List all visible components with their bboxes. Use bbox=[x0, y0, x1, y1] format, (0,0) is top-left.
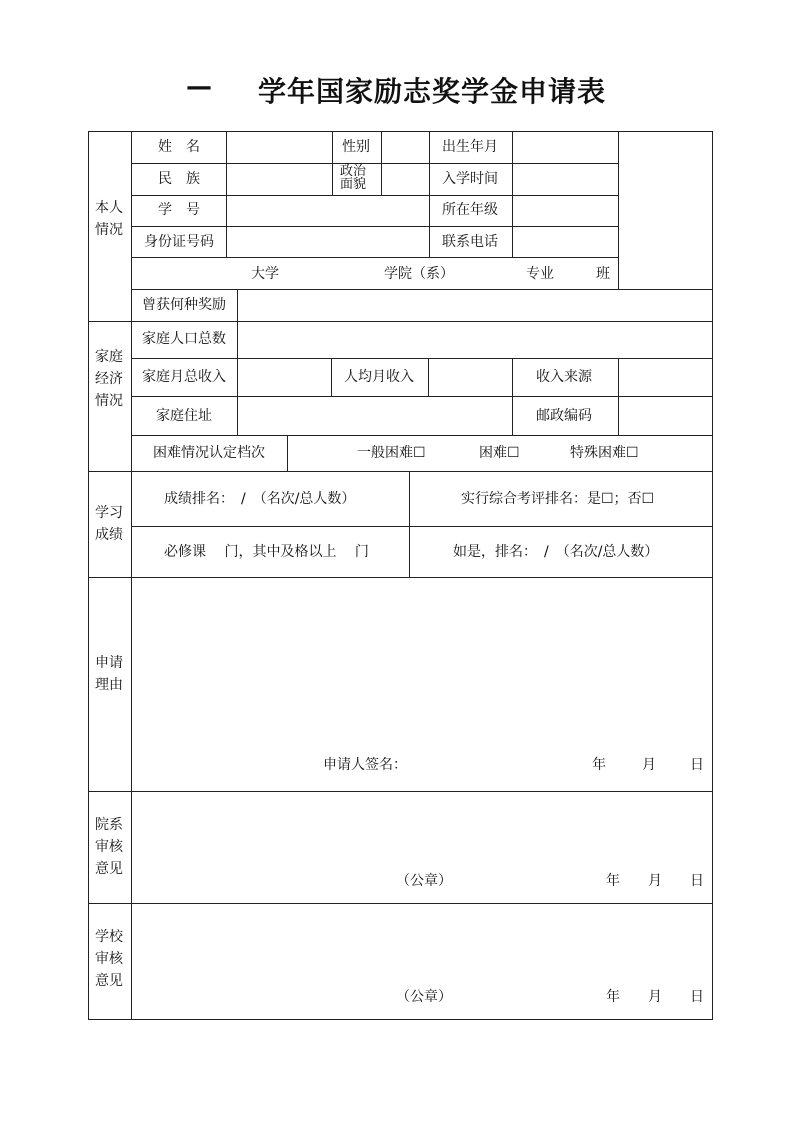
department-year-label: 年 bbox=[606, 873, 620, 889]
awards-field[interactable] bbox=[238, 290, 711, 320]
department-day-label: 日 bbox=[690, 873, 704, 889]
population-label: 家庭人口总数 bbox=[142, 331, 226, 347]
school-day-label: 日 bbox=[690, 989, 704, 1005]
school-seal-label: （公章） bbox=[396, 989, 452, 1005]
political-field[interactable] bbox=[382, 164, 428, 194]
birth-field[interactable] bbox=[513, 132, 617, 162]
required-courses-text: 必修课 门，其中及格以上 门 bbox=[164, 544, 369, 560]
applicant-signature-label: 申请人签名： bbox=[323, 757, 407, 773]
comprehensive-text[interactable]: 实行综合考评排名：是☐；否☐ bbox=[461, 491, 655, 507]
form-title bbox=[0, 72, 800, 116]
income-source-field[interactable] bbox=[619, 359, 711, 395]
reason-year-label: 年 bbox=[592, 757, 606, 773]
class-label: 班 bbox=[596, 266, 610, 282]
population-field[interactable] bbox=[238, 322, 711, 357]
address-label: 家庭住址 bbox=[156, 408, 212, 424]
college-label: 学院（系） bbox=[384, 266, 454, 282]
political-label: 政治面貌 bbox=[339, 164, 366, 192]
student-id-label: 学 号 bbox=[158, 202, 200, 218]
id-card-field[interactable] bbox=[227, 227, 428, 256]
if-yes-ranking-text: 如是，排名： / （名次/总人数） bbox=[453, 544, 659, 560]
ethnicity-label: 民 族 bbox=[158, 171, 200, 187]
name-label: 姓 名 bbox=[158, 139, 200, 155]
reason-section-label: 申请理由 bbox=[95, 655, 123, 693]
enroll-label: 入学时间 bbox=[442, 171, 498, 187]
department-opinion-field[interactable] bbox=[132, 792, 711, 862]
income-source-label: 收入来源 bbox=[536, 369, 592, 385]
department-month-label: 月 bbox=[648, 873, 662, 889]
ranking-text: 成绩排名： / （名次/总人数） bbox=[164, 491, 356, 507]
grade-field[interactable] bbox=[513, 196, 617, 225]
postcode-field[interactable] bbox=[619, 397, 711, 434]
family-section-label: 家庭经济情况 bbox=[95, 349, 123, 409]
grade-label: 所在年级 bbox=[442, 202, 498, 218]
school-year-label: 年 bbox=[606, 989, 620, 1005]
postcode-label: 邮政编码 bbox=[536, 408, 592, 424]
personal-section-label: 本人情况 bbox=[95, 200, 123, 238]
birth-label: 出生年月 bbox=[442, 139, 498, 155]
monthly-income-label: 家庭月总收入 bbox=[142, 369, 226, 385]
academic-section-label: 学习成绩 bbox=[95, 505, 123, 543]
monthly-income-field[interactable] bbox=[238, 359, 330, 395]
gender-field[interactable] bbox=[382, 132, 428, 162]
university-label: 大学 bbox=[251, 266, 279, 282]
reason-month-label: 月 bbox=[642, 757, 656, 773]
enroll-field[interactable] bbox=[513, 164, 617, 194]
department-section-label: 院系审核意见 bbox=[95, 817, 123, 877]
department-seal-label: （公章） bbox=[396, 873, 452, 889]
address-field[interactable] bbox=[238, 397, 511, 434]
id-card-label: 身份证号码 bbox=[144, 234, 214, 250]
major-label: 专业 bbox=[526, 266, 554, 282]
title-text: 学年国家励志奖学金申请表 bbox=[258, 75, 607, 108]
per-capita-label: 人均月收入 bbox=[344, 369, 414, 385]
name-field[interactable] bbox=[227, 132, 331, 162]
phone-field[interactable] bbox=[513, 227, 617, 256]
awards-label: 曾获何种奖励 bbox=[142, 297, 226, 313]
student-id-field[interactable] bbox=[227, 196, 428, 225]
ethnicity-field[interactable] bbox=[227, 164, 331, 194]
reason-day-label: 日 bbox=[690, 757, 704, 773]
gender-label: 性别 bbox=[342, 139, 370, 155]
phone-label: 联系电话 bbox=[442, 234, 498, 250]
difficulty-label: 困难情况认定档次 bbox=[153, 445, 265, 461]
option-special-checkbox[interactable]: 特殊困难☐ bbox=[570, 445, 639, 461]
school-section-label: 学校审核意见 bbox=[95, 929, 123, 989]
option-difficult-checkbox[interactable]: 困难☐ bbox=[479, 445, 520, 461]
title-dash: — bbox=[186, 72, 212, 102]
school-opinion-field[interactable] bbox=[132, 904, 711, 979]
per-capita-field[interactable] bbox=[429, 359, 511, 395]
school-month-label: 月 bbox=[648, 989, 662, 1005]
option-general-checkbox[interactable]: 一般困难☐ bbox=[357, 445, 426, 461]
photo-box bbox=[619, 132, 711, 288]
reason-field[interactable] bbox=[132, 578, 711, 748]
